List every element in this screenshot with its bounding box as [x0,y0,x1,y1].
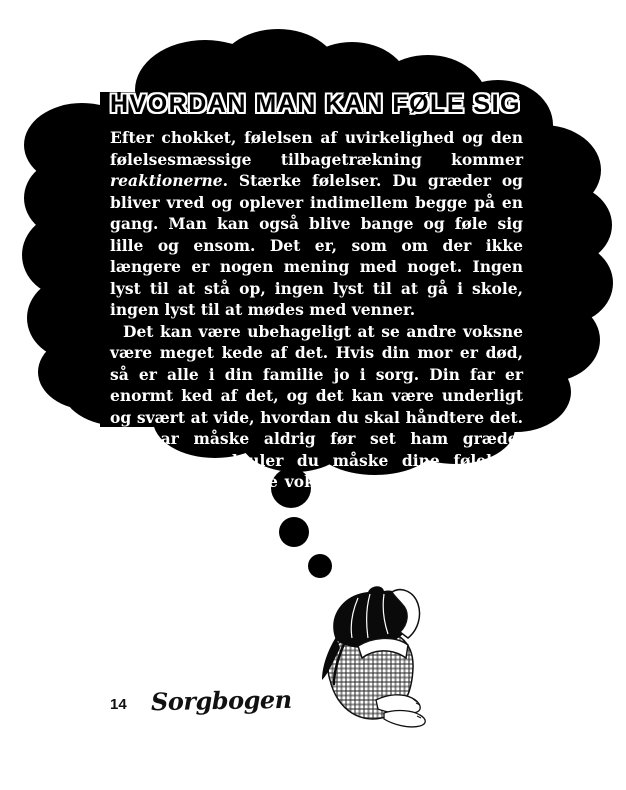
child-foot [384,711,425,727]
cloud-text-block [110,90,523,514]
paragraph-1-italic-word: reaktionerne [110,171,223,190]
book-title: Sorgbogen [150,684,292,717]
section-heading: HVORDAN MAN KAN FØLE SIG [110,90,521,118]
crouched-child-illustration [300,582,450,742]
paragraph-1-start: Efter chokket, følelsen af uvirkelighed og den følelsesmæssige tilbagetrækning kommer [110,128,523,169]
page-number: 14 [110,696,127,713]
page-footer [110,686,291,715]
paragraph-2: Det kan være ubehageligt at se andre voksne være meget kede af det. Hvis din mor er død, så er alle i din familie jo i sorg. Din far er enormt ked af det, og det kan være underligt og svært at vide, hvordan du skal håndtere det. Du har måske aldrig før set ham græde. Indimellem skjuler du måske dine følelser, fordi du tror, at de voksne eller vennerne ikke kan forstå dem. [110,321,523,513]
paragraph-1-rest: . Stærke følelser. Du græder og bliver vred og oplever indimellem begge på en gang. Man kan også blive bange og føle sig lille og ensom. Det er, som om der ikke længere er nogen mening med noget. Ingen lyst til at stå op, ingen lyst til at gå i skole, ingen lyst til at mødes med venner. [110,171,523,319]
paragraph-1 [110,127,523,321]
